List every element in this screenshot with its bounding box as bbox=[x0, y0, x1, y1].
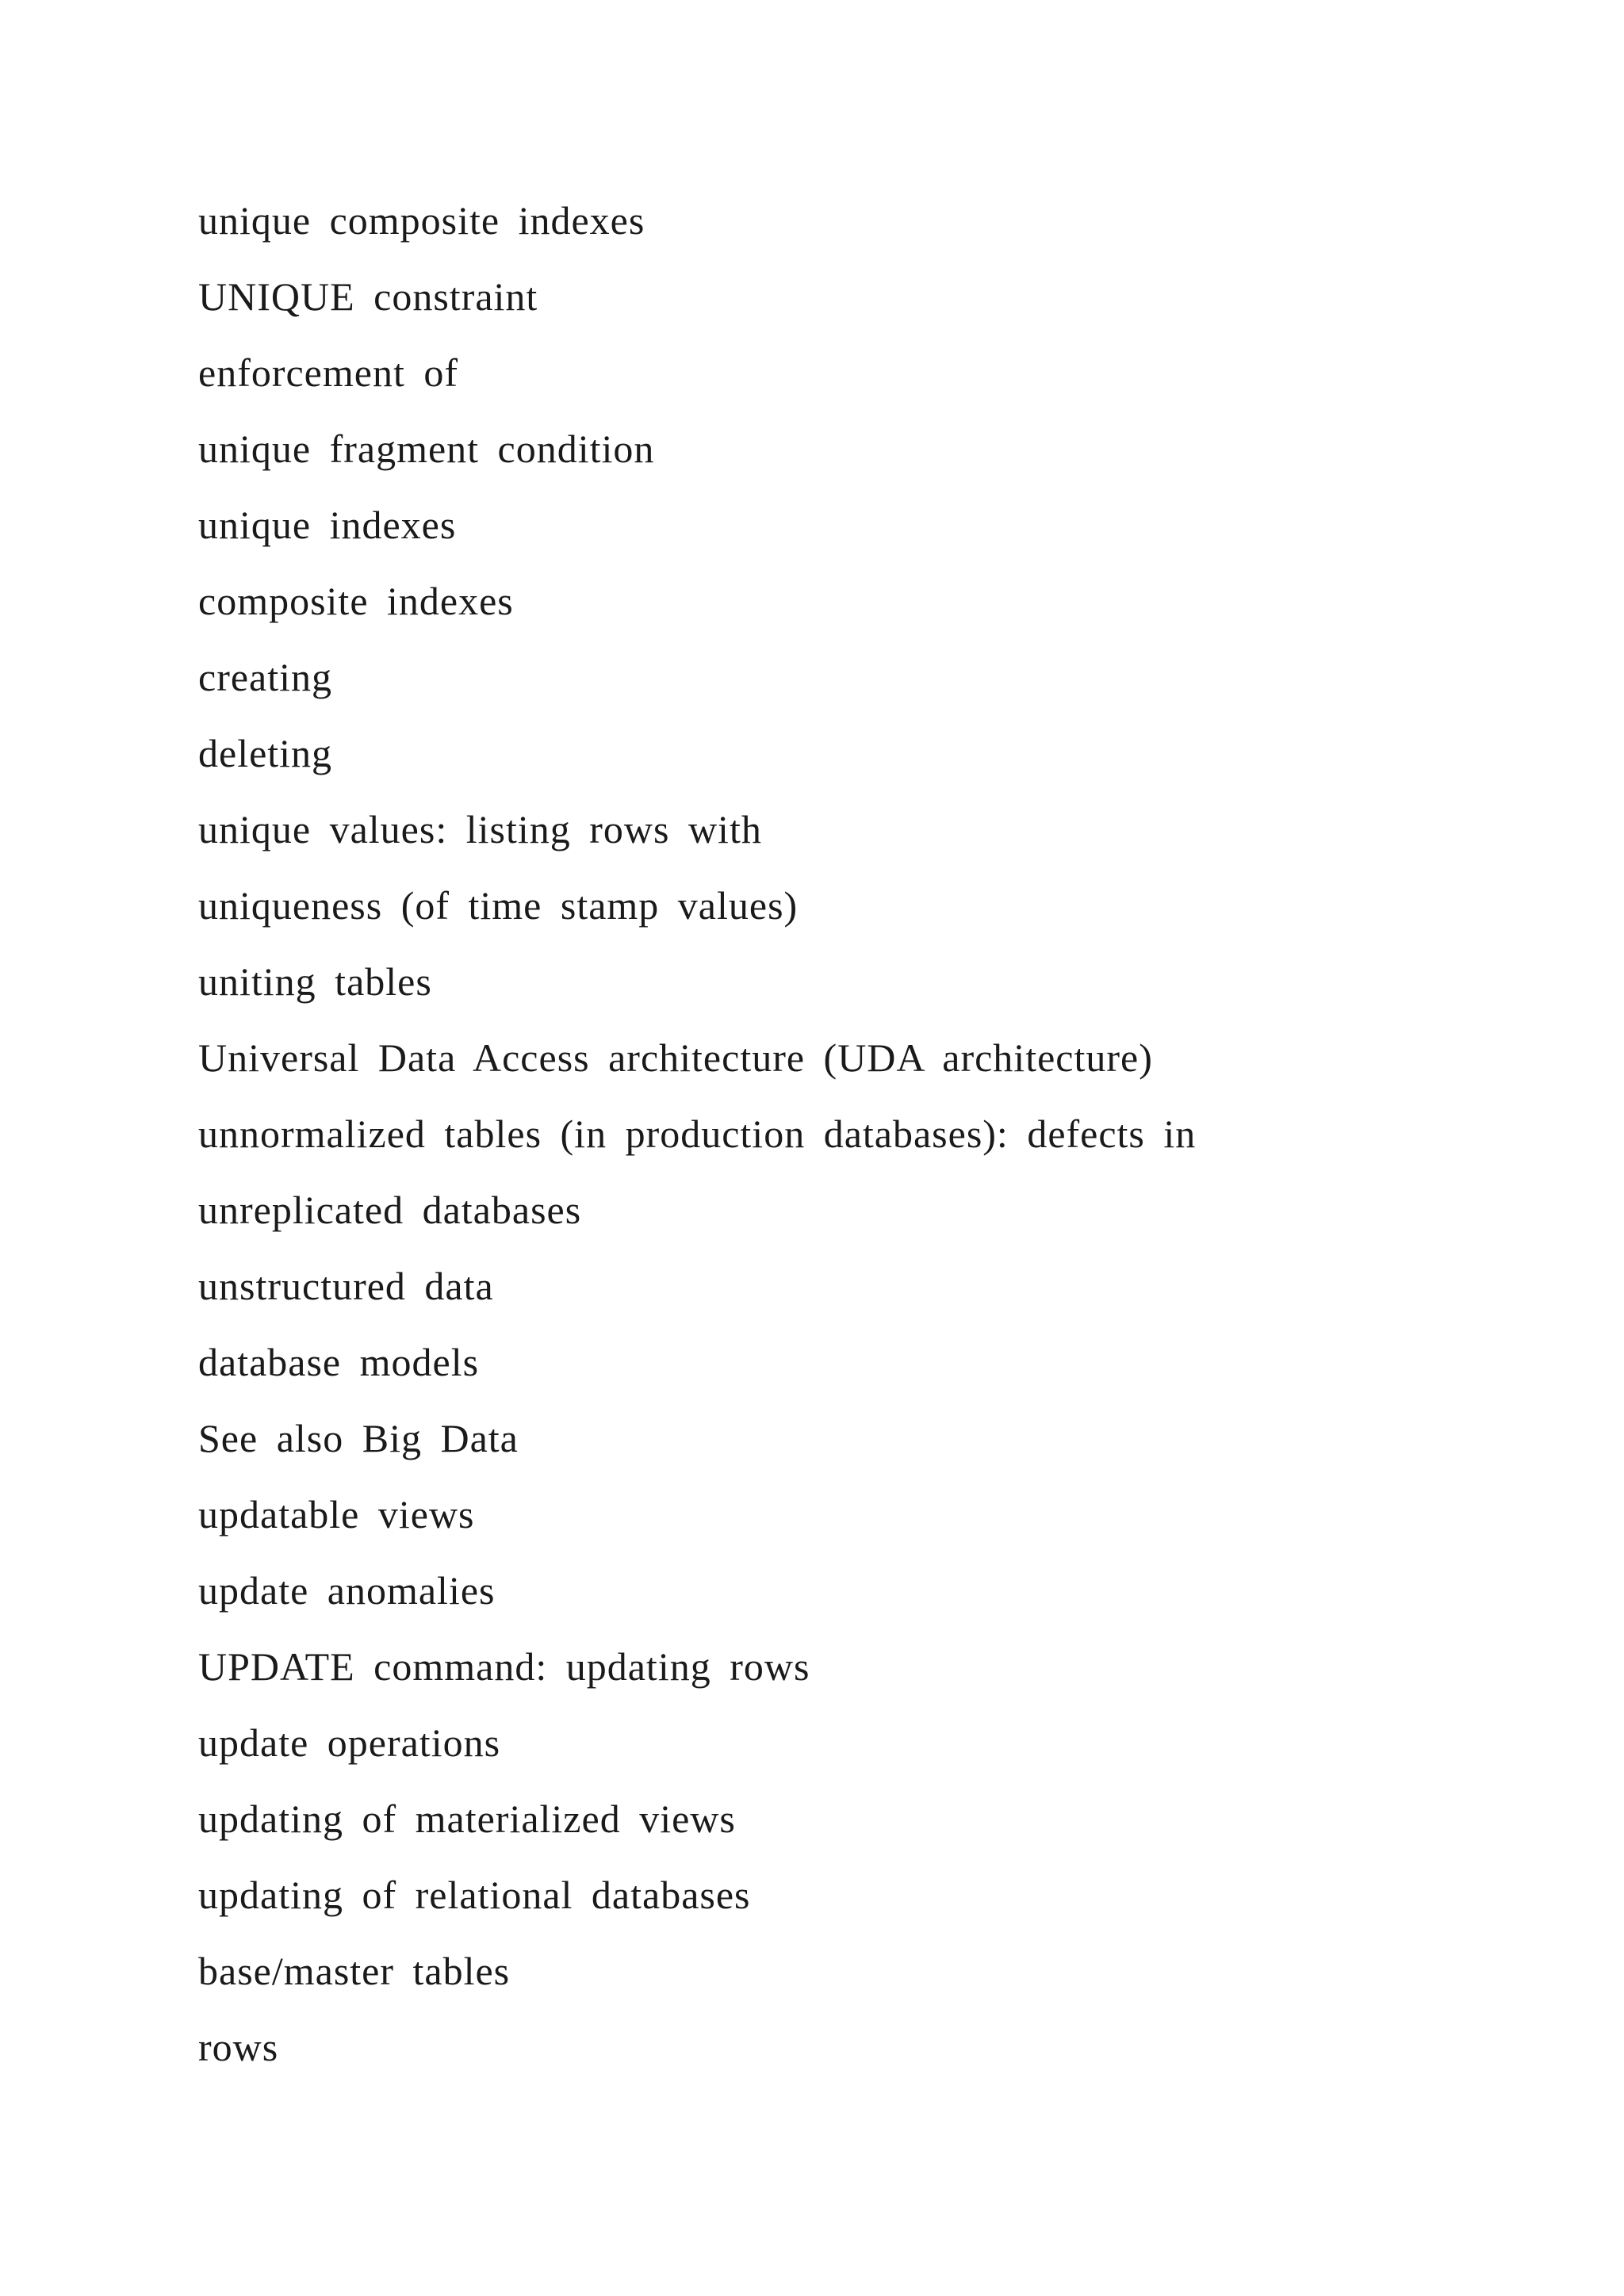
index-entry: creating bbox=[198, 655, 333, 699]
index-entry: deleting bbox=[198, 731, 333, 775]
index-entry: unstructured data bbox=[198, 1264, 494, 1308]
index-entry: UPDATE command: updating rows bbox=[198, 1644, 810, 1689]
index-entry: update operations bbox=[198, 1720, 501, 1765]
index-entry: uniting tables bbox=[198, 959, 432, 1004]
index-entry: rows bbox=[198, 2025, 279, 2069]
index-entry: updating of materialized views bbox=[198, 1797, 736, 1841]
index-entry: updating of relational databases bbox=[198, 1873, 751, 1917]
index-entry-list bbox=[198, 190, 1196, 2093]
index-entry: unnormalized tables (in production databases): defects in bbox=[198, 1112, 1197, 1156]
index-entry: updatable views bbox=[198, 1492, 475, 1536]
index-entry: base/master tables bbox=[198, 1949, 511, 1993]
index-entry: unique fragment condition bbox=[198, 427, 655, 471]
index-entry: unique values: listing rows with bbox=[198, 807, 762, 851]
index-entry: See also Big Data bbox=[198, 1416, 519, 1460]
index-entry: composite indexes bbox=[198, 579, 514, 623]
index-entry: unique indexes bbox=[198, 503, 457, 547]
index-entry: database models bbox=[198, 1340, 480, 1384]
index-entry: Universal Data Access architecture (UDA architecture) bbox=[198, 1035, 1153, 1080]
index-entry: UNIQUE constraint bbox=[198, 274, 538, 319]
index-entry: unique composite indexes bbox=[198, 198, 645, 243]
index-entry: enforcement of bbox=[198, 350, 459, 395]
index-entry: uniqueness (of time stamp values) bbox=[198, 883, 799, 928]
index-entry: update anomalies bbox=[198, 1568, 496, 1613]
index-entry: unreplicated databases bbox=[198, 1188, 582, 1232]
